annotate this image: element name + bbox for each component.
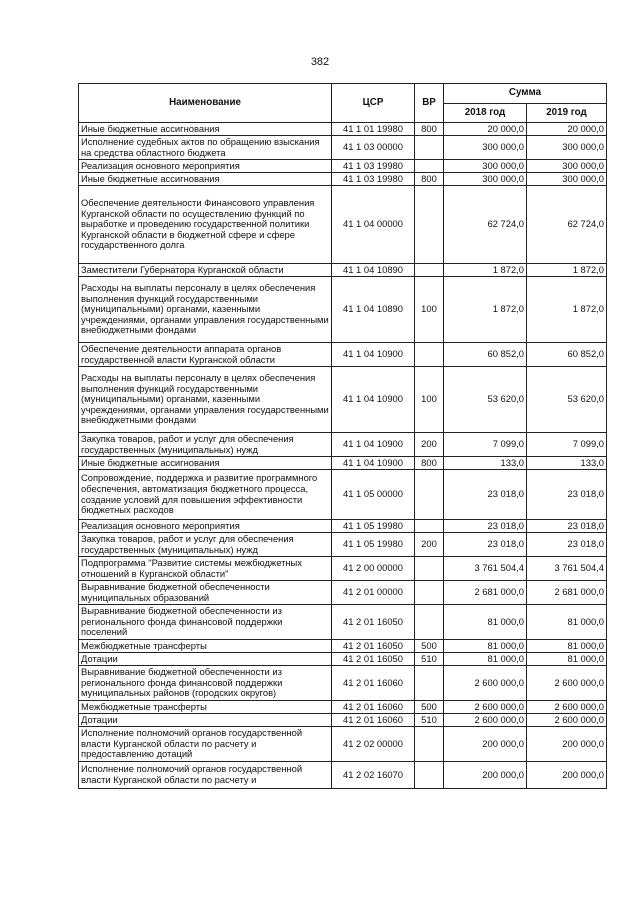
table-row <box>79 714 607 727</box>
table-row <box>79 433 607 457</box>
table-row <box>79 186 607 264</box>
cell-sum-2019: 23 018,0 <box>527 520 607 533</box>
cell-sum-2019: 2 681 000,0 <box>527 581 607 605</box>
cell-name: Обеспечение деятельности Финансового управления Курганской области по осуществлению функций по выработке и проведению государственной политики Курганской области в бюджетной сфере и сфере государственного долга <box>79 186 332 264</box>
header-sum: Сумма <box>444 84 607 104</box>
cell-sum-2019: 23 018,0 <box>527 533 607 557</box>
cell-csr: 41 1 04 10900 <box>332 343 415 367</box>
header-csr: ЦСР <box>332 84 415 123</box>
cell-sum-2018: 300 000,0 <box>444 160 527 173</box>
cell-vr <box>415 557 444 581</box>
cell-vr: 800 <box>415 123 444 136</box>
cell-csr: 41 1 05 00000 <box>332 470 415 520</box>
table-header <box>79 84 607 123</box>
cell-sum-2018: 23 018,0 <box>444 470 527 520</box>
cell-sum-2018: 23 018,0 <box>444 533 527 557</box>
cell-name: Расходы на выплаты персоналу в целях обеспечения выполнения функций государственными (муниципальными) органами, казенными учреждениями, органами управления государственными внебюджетными фондами <box>79 277 332 343</box>
cell-name: Заместители Губернатора Курганской области <box>79 264 332 277</box>
cell-csr: 41 1 04 10900 <box>332 367 415 433</box>
table-row <box>79 470 607 520</box>
header-year-2018: 2018 год <box>444 104 527 123</box>
cell-sum-2019: 23 018,0 <box>527 470 607 520</box>
cell-sum-2018: 20 000,0 <box>444 123 527 136</box>
table-row <box>79 727 607 762</box>
cell-csr: 41 2 00 00000 <box>332 557 415 581</box>
cell-name: Закупка товаров, работ и услуг для обеспечения государственных (муниципальных) нужд <box>79 533 332 557</box>
header-year-2019: 2019 год <box>527 104 607 123</box>
table-row <box>79 264 607 277</box>
cell-name: Закупка товаров, работ и услуг для обеспечения государственных (муниципальных) нужд <box>79 433 332 457</box>
cell-csr: 41 2 01 16060 <box>332 714 415 727</box>
cell-sum-2018: 7 099,0 <box>444 433 527 457</box>
cell-sum-2018: 1 872,0 <box>444 264 527 277</box>
cell-vr: 500 <box>415 640 444 653</box>
table-row <box>79 173 607 186</box>
cell-csr: 41 2 01 16060 <box>332 666 415 701</box>
cell-csr: 41 1 01 19980 <box>332 123 415 136</box>
cell-csr: 41 1 04 10900 <box>332 433 415 457</box>
cell-csr: 41 1 04 00000 <box>332 186 415 264</box>
cell-csr: 41 2 02 00000 <box>332 727 415 762</box>
cell-name: Иные бюджетные ассигнования <box>79 123 332 136</box>
cell-vr: 100 <box>415 277 444 343</box>
cell-sum-2018: 3 761 504,4 <box>444 557 527 581</box>
table-row <box>79 367 607 433</box>
table-row <box>79 160 607 173</box>
cell-name: Выравнивание бюджетной обеспеченности муниципальных образований <box>79 581 332 605</box>
cell-sum-2019: 2 600 000,0 <box>527 714 607 727</box>
table-row <box>79 605 607 640</box>
cell-name: Подпрограмма "Развитие системы межбюджетных отношений в Курганской области" <box>79 557 332 581</box>
table-row <box>79 457 607 470</box>
cell-name: Расходы на выплаты персоналу в целях обеспечения выполнения функций государственными (муниципальными) органами, казенными учреждениями, органами управления государственными внебюджетными фондами <box>79 367 332 433</box>
cell-name: Иные бюджетные ассигнования <box>79 457 332 470</box>
cell-vr: 100 <box>415 367 444 433</box>
cell-name: Дотации <box>79 653 332 666</box>
cell-name: Иные бюджетные ассигнования <box>79 173 332 186</box>
cell-sum-2018: 1 872,0 <box>444 277 527 343</box>
cell-name: Межбюджетные трансферты <box>79 701 332 714</box>
cell-csr: 41 1 03 19980 <box>332 160 415 173</box>
cell-sum-2018: 300 000,0 <box>444 173 527 186</box>
cell-vr: 200 <box>415 533 444 557</box>
table-row <box>79 533 607 557</box>
cell-name: Дотации <box>79 714 332 727</box>
cell-csr: 41 1 05 19980 <box>332 533 415 557</box>
cell-sum-2019: 60 852,0 <box>527 343 607 367</box>
cell-sum-2019: 81 000,0 <box>527 640 607 653</box>
cell-sum-2019: 2 600 000,0 <box>527 701 607 714</box>
cell-name: Межбюджетные трансферты <box>79 640 332 653</box>
cell-vr <box>415 666 444 701</box>
cell-vr: 510 <box>415 653 444 666</box>
cell-csr: 41 1 05 19980 <box>332 520 415 533</box>
cell-csr: 41 1 04 10890 <box>332 277 415 343</box>
table-row <box>79 701 607 714</box>
cell-sum-2019: 300 000,0 <box>527 136 607 160</box>
cell-vr <box>415 581 444 605</box>
cell-sum-2018: 62 724,0 <box>444 186 527 264</box>
cell-sum-2018: 2 600 000,0 <box>444 666 527 701</box>
cell-vr <box>415 520 444 533</box>
cell-name: Сопровождение, поддержка и развитие программного обеспечения, автоматизация бюджетного процесса, создание условий для повышения эффективности бюджетных расходов <box>79 470 332 520</box>
cell-name: Реализация основного мероприятия <box>79 520 332 533</box>
cell-vr <box>415 762 444 789</box>
cell-csr: 41 1 03 00000 <box>332 136 415 160</box>
cell-sum-2018: 81 000,0 <box>444 653 527 666</box>
cell-name: Реализация основного мероприятия <box>79 160 332 173</box>
cell-sum-2018: 81 000,0 <box>444 640 527 653</box>
cell-csr: 41 2 01 16050 <box>332 640 415 653</box>
table-row <box>79 640 607 653</box>
cell-csr: 41 1 03 19980 <box>332 173 415 186</box>
cell-vr <box>415 264 444 277</box>
cell-sum-2019: 7 099,0 <box>527 433 607 457</box>
cell-vr <box>415 136 444 160</box>
cell-csr: 41 2 01 00000 <box>332 581 415 605</box>
cell-name: Обеспечение деятельности аппарата органов государственной власти Курганской области <box>79 343 332 367</box>
cell-vr: 200 <box>415 433 444 457</box>
header-name: Наименование <box>79 84 332 123</box>
cell-sum-2018: 2 600 000,0 <box>444 701 527 714</box>
cell-sum-2019: 200 000,0 <box>527 762 607 789</box>
cell-csr: 41 2 01 16060 <box>332 701 415 714</box>
cell-name: Исполнение полномочий органов государственной власти Курганской области по расчету и <box>79 762 332 789</box>
cell-sum-2018: 300 000,0 <box>444 136 527 160</box>
table-row <box>79 343 607 367</box>
cell-sum-2019: 200 000,0 <box>527 727 607 762</box>
cell-name: Выравнивание бюджетной обеспеченности из регионального фонда финансовой поддержки муниципальных районов (городских округов) <box>79 666 332 701</box>
cell-vr <box>415 160 444 173</box>
cell-sum-2018: 60 852,0 <box>444 343 527 367</box>
cell-sum-2018: 200 000,0 <box>444 727 527 762</box>
cell-vr <box>415 605 444 640</box>
cell-sum-2019: 1 872,0 <box>527 277 607 343</box>
table-row <box>79 557 607 581</box>
cell-sum-2018: 2 600 000,0 <box>444 714 527 727</box>
cell-csr: 41 2 01 16050 <box>332 653 415 666</box>
table-row <box>79 520 607 533</box>
cell-sum-2019: 300 000,0 <box>527 160 607 173</box>
budget-table <box>78 83 607 789</box>
cell-sum-2019: 2 600 000,0 <box>527 666 607 701</box>
cell-csr: 41 2 02 16070 <box>332 762 415 789</box>
cell-csr: 41 2 01 16050 <box>332 605 415 640</box>
cell-vr <box>415 343 444 367</box>
cell-vr <box>415 470 444 520</box>
cell-vr <box>415 727 444 762</box>
cell-sum-2019: 133,0 <box>527 457 607 470</box>
cell-sum-2019: 20 000,0 <box>527 123 607 136</box>
page-number: 382 <box>310 56 330 68</box>
cell-sum-2018: 23 018,0 <box>444 520 527 533</box>
cell-vr: 800 <box>415 173 444 186</box>
table-body <box>79 123 607 789</box>
table-row <box>79 123 607 136</box>
cell-sum-2018: 133,0 <box>444 457 527 470</box>
header-vr: ВР <box>415 84 444 123</box>
table-row <box>79 762 607 789</box>
cell-sum-2019: 300 000,0 <box>527 173 607 186</box>
table-row <box>79 581 607 605</box>
cell-sum-2018: 200 000,0 <box>444 762 527 789</box>
table-row <box>79 666 607 701</box>
cell-vr: 510 <box>415 714 444 727</box>
table-row <box>79 277 607 343</box>
cell-csr: 41 1 04 10890 <box>332 264 415 277</box>
cell-name: Исполнение судебных актов по обращению взыскания на средства областного бюджета <box>79 136 332 160</box>
cell-sum-2019: 1 872,0 <box>527 264 607 277</box>
cell-csr: 41 1 04 10900 <box>332 457 415 470</box>
cell-sum-2018: 2 681 000,0 <box>444 581 527 605</box>
cell-sum-2019: 62 724,0 <box>527 186 607 264</box>
cell-vr: 500 <box>415 701 444 714</box>
cell-sum-2018: 81 000,0 <box>444 605 527 640</box>
cell-sum-2018: 53 620,0 <box>444 367 527 433</box>
cell-vr: 800 <box>415 457 444 470</box>
cell-sum-2019: 53 620,0 <box>527 367 607 433</box>
cell-sum-2019: 3 761 504,4 <box>527 557 607 581</box>
cell-name: Выравнивание бюджетной обеспеченности из регионального фонда финансовой поддержки поселений <box>79 605 332 640</box>
cell-vr <box>415 186 444 264</box>
cell-name: Исполнение полномочий органов государственной власти Курганской области по расчету и предоставлению дотаций <box>79 727 332 762</box>
cell-sum-2019: 81 000,0 <box>527 653 607 666</box>
table-row <box>79 136 607 160</box>
cell-sum-2019: 81 000,0 <box>527 605 607 640</box>
table-row <box>79 653 607 666</box>
